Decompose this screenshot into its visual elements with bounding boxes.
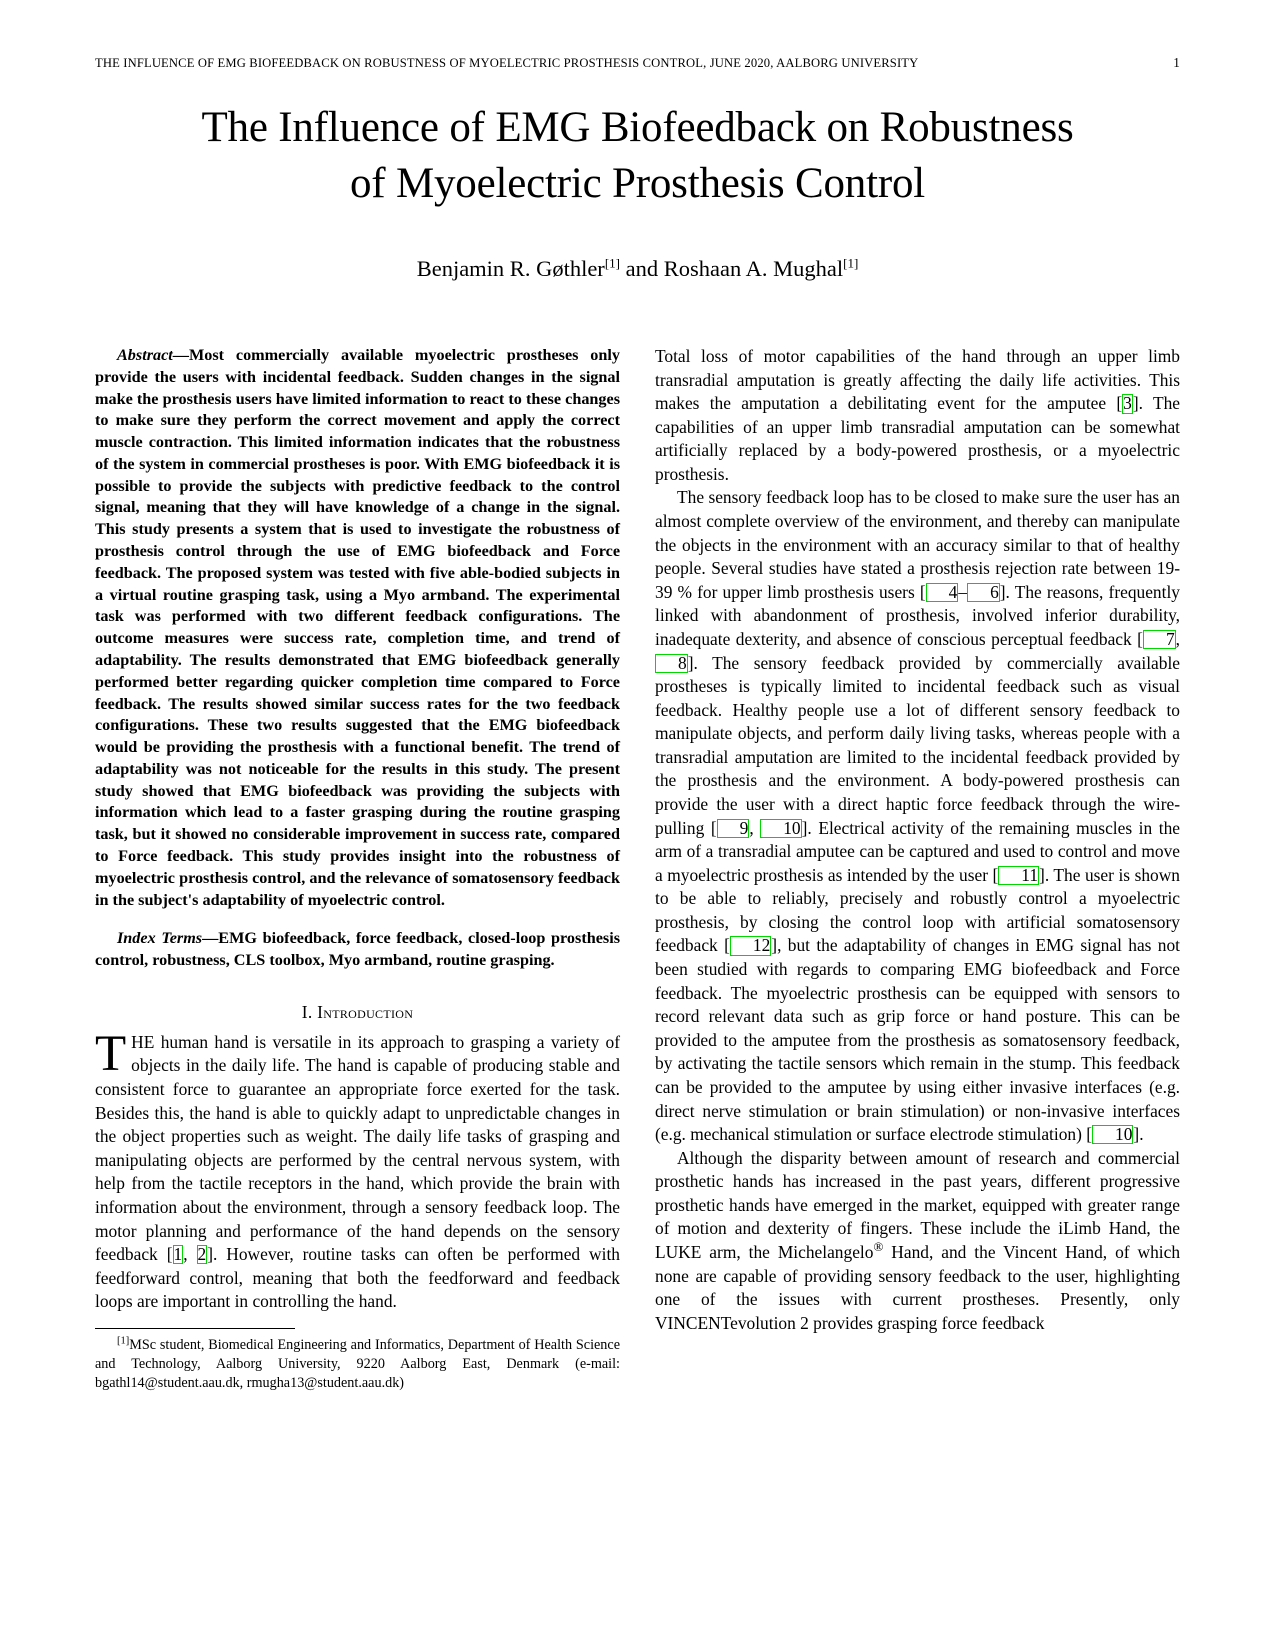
right-column — [655, 345, 1180, 1392]
title-line-2: of Myoelectric Prosthesis Control — [349, 159, 925, 207]
citation-link-10[interactable]: 10 — [760, 819, 801, 838]
citation-separator-3: , — [749, 817, 761, 838]
abstract-dash: — — [172, 346, 189, 364]
rp2-text-b: ]. The reasons, frequently linked with abandonment of prosthesis, involved inferior durability, inadequate dexterity, and absence of conscious perceptual feedback [ — [655, 581, 1180, 649]
section-heading-introduction: I. Introduction — [301, 1001, 414, 1022]
title-line-1: The Influence of EMG Biofeedback on Robustness — [201, 104, 1074, 151]
footnote-affiliation — [95, 1336, 620, 1393]
abstract-paragraph — [95, 345, 620, 911]
introduction-paragraph-1 — [95, 1025, 620, 1314]
abstract-text: Most commercially available myoelectric prostheses only provide the users with incidental feedback. Sudden changes in the signal make the prosthesis users have limited information to react to these changes to make sure they perform the correct movement and apply the correct muscle contraction. This limited information indicates that the robustness of the system in commercial prostheses is poor. With EMG biofeedback it is possible to provide the subjects with predictive feedback to the control signal, meaning that they will have knowledge of a change in the signal. This study presents a system that is used to investigate the robustness of prosthesis control through the use of EMG biofeedback and Force feedback. The proposed system was tested with five able-bodied subjects in a virtual routine grasping task, using a Myo armband. The experimental task was performed with two different feedback configurations. The outcome measures were success rate, completion time, and trend of adaptability. The results demonstrated that EMG biofeedback generally performed better regarding quicker completion time compared to Force feedback. The results showed similar success rates for the two feedback configurations. These two results suggested that the EMG biofeedback would be providing the prosthesis with a functional benefit. The trend of adaptability was not noticeable for the results in this study. The present study showed that EMG biofeedback was providing the subjects with information which lead to a faster grasping during the routine grasping task, but it showed no considerable improvement in success rate, compared to Force feedback. This study provides insight into the robustness of myoelectric prosthesis control, and the relevance of somatosensory feedback in the subject's adaptability of myoelectric control. — [95, 346, 620, 909]
rp2-text-e: ]. The user is shown to be able to reliably, precisely and robustly control a myoelectric prosthesis, by closing the control loop with artificial somatosensory feedback [ — [655, 864, 1180, 956]
index-terms-paragraph — [95, 928, 620, 972]
rp2-text-g: ]. — [1133, 1124, 1144, 1145]
citation-link-6[interactable]: 6 — [967, 583, 1000, 602]
rp2-text-a: The sensory feedback loop has to be closed to make sure the user has an almost complete overview of the environment, and thereby can manipulate the objects in the environment with an accuracy similar to that of healthy people. Several studies have stated a prosthesis rejection rate between 19-39 % for upper limb prosthesis users [ — [655, 487, 1180, 602]
citation-link-7[interactable]: 7 — [1143, 630, 1176, 649]
right-paragraph-1 — [655, 345, 1180, 486]
right-paragraph-3 — [655, 1147, 1180, 1336]
right-paragraph-2 — [655, 486, 1180, 1146]
author-1-name: Benjamin R. Gøthler — [416, 255, 605, 281]
citation-link-10b[interactable]: 10 — [1092, 1125, 1133, 1144]
running-head — [95, 55, 1180, 71]
footnote-divider — [95, 1328, 295, 1329]
rp2-text-d: ]. Electrical activity of the remaining muscles in the arm of a transradial amputee can be captured and used to control and move a myoelectric prosthesis as intended by the user [ — [655, 817, 1180, 885]
citation-link-12[interactable]: 12 — [730, 936, 771, 955]
page-number: 1 — [1173, 55, 1180, 70]
body-columns — [95, 345, 1180, 1392]
index-terms-dash: — — [202, 929, 219, 948]
page-title — [95, 100, 1180, 212]
author-1-affiliation-mark: [1] — [604, 255, 620, 271]
citation-separator: , — [183, 1244, 197, 1265]
citation-link-4[interactable]: 4 — [926, 583, 959, 602]
intro-text-part-1: HE human hand is versatile in its approach to grasping a variety of objects in the daily life. The hand is capable of producing stable and consistent force to guarantee an appropriate force exerted for the task. Besides this, the hand is able to quickly adapt to unpredictable changes in the object properties such as weight. The daily life tasks of grasping and manipulating objects are performed by the central nervous system, with help from the tactile receptors in the hand, which provide the brain with information about the environment, through a sensory feedback loop. The motor planning and performance of the hand depends on the sensory feedback [ — [95, 1031, 620, 1265]
rp2-text-c: ]. The sensory feedback provided by commercially available prostheses is typically limited to incidental feedback such as visual feedback. Healthy people use a lot of different sensory feedback to manipulate objects, and perform daily living tasks, whereas people with a transradial amputation are limited to the incidental feedback provided by the prosthesis and the environment. A body-powered prosthesis can provide the user with a direct haptic force feedback through the wire-pulling [ — [655, 652, 1180, 838]
author-conjunction: and — [619, 255, 664, 281]
index-terms-label: Index Terms — [117, 929, 203, 948]
citation-link-8[interactable]: 8 — [655, 654, 688, 673]
left-column — [95, 345, 620, 1392]
citation-link-3[interactable]: 3 — [1123, 393, 1132, 414]
author-list — [95, 254, 1180, 283]
citation-link-11[interactable]: 11 — [998, 866, 1039, 885]
intro-text-part-2: ]. However, routine tasks can often be performed with feedforward control, meaning that both the feedforward and feedback loops are important in controlling the hand. — [95, 1244, 620, 1312]
rp3-text-b: Hand, and the Vincent Hand, of which none are capable of providing sensory feedback to the user, highlighting one of the issues with current prostheses. Presently, only VINCENTevolution 2 provides grasping force feedback — [655, 1241, 1181, 1333]
citation-link-9[interactable]: 9 — [717, 819, 750, 838]
rp2-text-f: ], but the adaptability of changes in EMG signal has not been studied with regards to comparing EMG biofeedback and Force feedback. The myoelectric prosthesis can be equipped with sensors to record relevant data such as grip force or hand posture. This can be provided to the amputee from the prosthesis as somatosensory feedback, by activating the tactile sensors which remain in the stump. This feedback can be provided to the amputee by using either invasive interfaces (e.g. direct nerve stimulation or brain stimulation) or non-invasive interfaces (e.g. mechanical stimulation or surface electrode stimulation) [ — [655, 935, 1180, 1145]
rp1-text-b: ]. The capabilities of an upper limb transradial amputation can be somewhat artificially replaced by a body-powered prosthesis, or a myoelectric prosthesis. — [655, 393, 1180, 484]
drop-cap-letter: T — [95, 1025, 127, 1082]
citation-separator-2: , — [1175, 628, 1180, 649]
citation-link-2[interactable]: 2 — [197, 1244, 207, 1265]
registered-trademark-icon: ® — [873, 1239, 884, 1255]
title-block — [95, 100, 1180, 283]
running-head-title: THE INFLUENCE OF EMG BIOFEEDBACK ON ROBUSTNESS OF MYOELECTRIC PROSTHESIS CONTROL, JUNE 2020, AALBORG UNIVERSITY — [95, 56, 919, 70]
footnote-text: MSc student, Biomedical Engineering and Informatics, Department of Health Science and Technology, Aalborg University, 9220 Aalborg East, Denmark (e-mail: bgathl14@student.aau.dk, rmugha13@student.aau.dk) — [95, 1336, 620, 1391]
citation-link-1[interactable]: 1 — [173, 1244, 183, 1265]
author-2-affiliation-mark: [1] — [843, 255, 859, 271]
rp1-text-a: Total loss of motor capabilities of the hand through an upper limb transradial amputation is greatly affecting the daily life activities. This makes the amputation a debilitating event for the amputee [ — [655, 346, 1180, 414]
index-terms-text: EMG biofeedback, force feedback, closed-loop prosthesis control, robustness, CLS toolbox, Myo armband, routine grasping. — [95, 929, 620, 970]
footnote-mark: [1] — [117, 1335, 130, 1347]
abstract-label: Abstract — [117, 346, 173, 364]
rp3-text-a: Although the disparity between amount of research and commercial prosthetic hands has increased in the past years, different progressive prosthetic hands have emerged in the market, equipped with greater range of motion and dexterity of fingers. These include the iLimb Hand, the LUKE arm, the Michelangelo — [655, 1147, 1180, 1262]
author-2-name: Roshaan A. Mughal — [663, 255, 844, 281]
citation-range-dash: – — [958, 581, 968, 602]
